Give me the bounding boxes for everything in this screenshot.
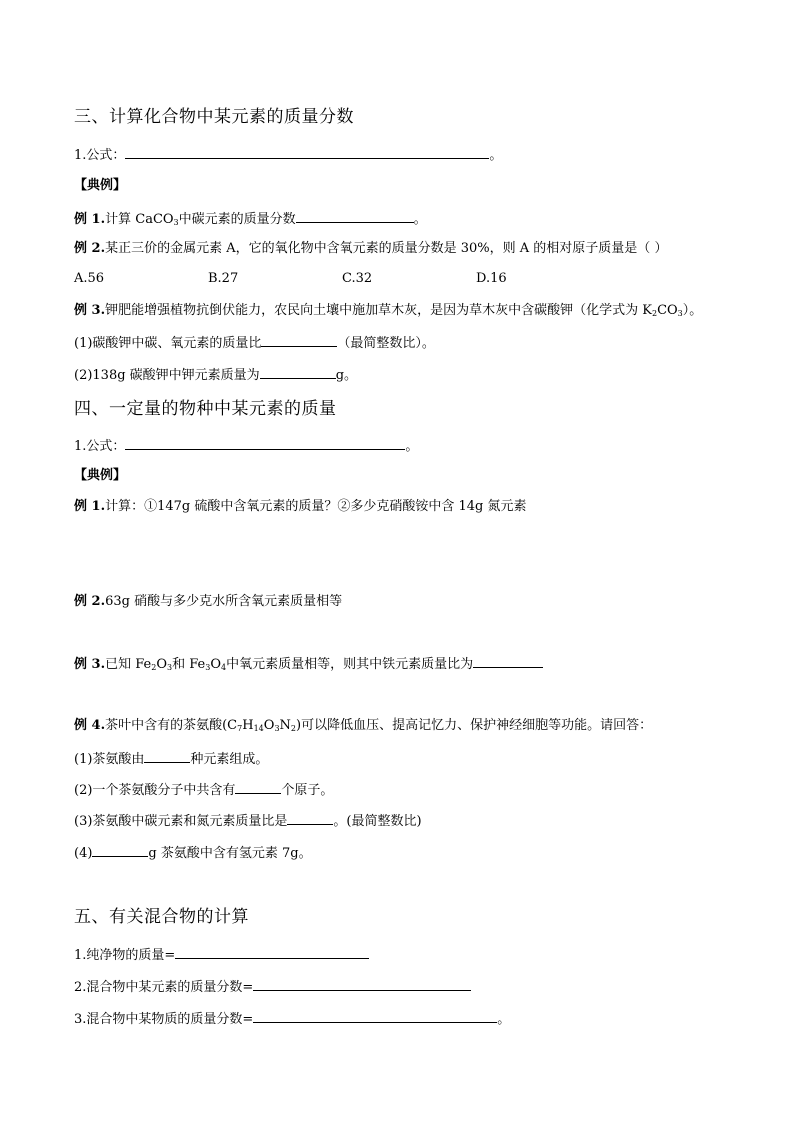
option-d: D.16 — [476, 271, 507, 286]
s4-ex2 — [74, 594, 342, 610]
s3-ex3-sub2: 3 — [677, 309, 683, 318]
s4-ex4-q3-post: 。(最简整数比) — [333, 814, 422, 829]
s5-l3-text: 3.混合物中某物质的质量分数= — [74, 1012, 254, 1027]
s5-l3-blank — [253, 1010, 497, 1023]
s4-ex3 — [74, 655, 543, 673]
s5-line-3 — [74, 1010, 510, 1028]
s4-ex3-post: 中氧元素质量相等，则其中铁元素质量比为 — [226, 657, 474, 672]
s3-ex2 — [74, 241, 667, 257]
s3-ex1 — [74, 210, 427, 228]
s4-ex3-sub3: 3 — [205, 663, 211, 672]
s3-example-header: 【典例】 — [74, 178, 127, 193]
s4-ex3-sub1: 2 — [151, 663, 157, 672]
s3-ex3 — [74, 303, 702, 319]
s4-ex4-q4-post: g 茶氨酸中含有氢元素 7g。 — [148, 846, 312, 861]
s4-ex3-text: 已知 Fe — [105, 657, 152, 672]
s3-ex3-q1-post: （最简整数比）。 — [337, 336, 435, 351]
s3-ex2-text: 某正三价的金属元素 A，它的氧化物中含氧元素的质量分数是 30%，则 A 的相对原子质量是（ ） — [105, 241, 668, 256]
s4-formula-end: 。 — [405, 439, 419, 454]
s3-ex3-label: 例 3. — [74, 303, 106, 318]
s4-ex3-sub2: 3 — [167, 663, 173, 672]
s4-ex4-m3: N — [279, 718, 291, 733]
s4-example-header: 【典例】 — [74, 468, 127, 483]
section-5-title: 五、有关混合物的计算 — [74, 907, 249, 927]
s5-line-2 — [74, 978, 471, 996]
s5-line-1 — [74, 946, 369, 964]
s4-ex3-m3: O — [210, 657, 222, 672]
s4-ex4-sub2: 14 — [253, 724, 264, 733]
s4-ex4-q1-blank — [144, 750, 190, 763]
s3-ex1-blank — [296, 210, 414, 223]
s4-ex4-q1-post: 种元素组成。 — [190, 752, 269, 767]
s5-l1-text: 1.纯净物的质量= — [74, 948, 176, 963]
s3-ex3-sub1: 2 — [651, 309, 658, 318]
s4-formula-label: 1.公式： — [74, 439, 126, 454]
s4-ex4-q2 — [74, 781, 333, 799]
s3-ex3-q1 — [74, 334, 435, 352]
s3-ex3-mid: CO — [657, 303, 678, 318]
s4-ex1-text: 计算：①147g 硫酸中含氧元素的质量？②多少克硝酸铵中含 14g 氮元素 — [105, 499, 527, 514]
s4-formula-blank — [125, 437, 405, 450]
s4-ex4-post: )可以降低血压、提高记忆力、保护神经细胞等功能。请回答： — [296, 718, 653, 733]
s4-ex3-blank — [473, 655, 543, 668]
s3-formula-label: 1.公式： — [74, 148, 126, 163]
s4-ex3-sub4: 4 — [221, 663, 227, 672]
s4-ex4 — [74, 718, 652, 734]
s4-ex3-m1: O — [156, 657, 168, 672]
s3-ex1-sub: 3 — [173, 218, 179, 227]
s4-ex2-text: 63g 硝酸与多少克水所含氧元素质量相等 — [105, 594, 343, 609]
s3-formula-blank — [125, 146, 489, 159]
section-4-title: 四、一定量的物种中某元素的质量 — [74, 399, 337, 419]
option-c: C.32 — [342, 271, 373, 286]
s4-ex2-label: 例 2. — [74, 594, 106, 609]
s4-ex4-sub3: 3 — [274, 724, 280, 733]
s3-ex1-end: 。 — [413, 212, 427, 227]
s3-ex3-q1-blank — [261, 334, 337, 347]
s4-ex3-label: 例 3. — [74, 657, 106, 672]
s4-ex1-label: 例 1. — [74, 499, 106, 514]
option-b: B.27 — [208, 271, 239, 286]
s3-ex1-text: 计算 CaCO — [105, 212, 174, 227]
s4-ex4-m1: H — [242, 718, 254, 733]
s4-ex4-q3-blank — [287, 812, 333, 825]
s3-formula-line — [74, 146, 502, 164]
s4-ex4-q4 — [74, 844, 312, 862]
s3-ex3-post: ）。 — [682, 303, 703, 318]
s4-ex4-q2-blank — [235, 781, 281, 794]
s4-ex4-q4-text: (4) — [74, 846, 93, 861]
s3-ex2-label: 例 2. — [74, 241, 106, 256]
s3-formula-end: 。 — [489, 148, 503, 163]
s3-ex3-q1-text: (1)碳酸钾中碳、氧元素的质量比 — [74, 336, 262, 351]
s4-ex4-q1-text: (1)茶氨酸由 — [74, 752, 145, 767]
s4-formula-line — [74, 437, 418, 455]
s3-ex1-post: 中碳元素的质量分数 — [178, 212, 296, 227]
s4-ex1 — [74, 499, 527, 515]
s4-ex4-sub4: 2 — [290, 724, 296, 733]
s3-ex2-options — [74, 271, 507, 287]
s4-ex4-q2-post: 个原子。 — [281, 783, 334, 798]
s4-ex4-q3-text: (3)茶氨酸中碳元素和氮元素质量比是 — [74, 814, 288, 829]
s4-ex4-q1 — [74, 750, 268, 768]
s5-l1-blank — [175, 946, 369, 959]
s3-ex3-q2-text: (2)138g 碳酸钾中钾元素质量为 — [74, 368, 260, 383]
s4-ex4-text: 茶叶中含有的茶氨酸(C — [105, 718, 238, 733]
s4-ex4-q3 — [74, 812, 422, 830]
s3-ex3-q2-blank — [260, 366, 336, 379]
s3-ex3-text: 钾肥能增强植物抗倒伏能力，农民向土壤中施加草木灰，是因为草木灰中含碳酸钾（化学式为 K — [105, 303, 652, 318]
s5-l3-end: 。 — [497, 1012, 511, 1027]
s4-ex4-label: 例 4. — [74, 718, 106, 733]
section-3-title: 三、计算化合物中某元素的质量分数 — [74, 107, 354, 127]
s3-ex1-label: 例 1. — [74, 212, 106, 227]
s4-ex4-m2: O — [263, 718, 275, 733]
s3-ex3-q2-post: g。 — [335, 368, 358, 383]
option-a: A.56 — [74, 271, 105, 286]
s3-ex3-q2 — [74, 366, 357, 384]
s5-l2-text: 2.混合物中某元素的质量分数= — [74, 980, 254, 995]
s4-ex3-m2: 和 Fe — [172, 657, 206, 672]
s4-ex4-q2-text: (2)一个茶氨酸分子中共含有 — [74, 783, 236, 798]
s4-ex4-sub1: 7 — [237, 724, 243, 733]
s4-ex4-q4-blank — [92, 844, 148, 857]
s5-l2-blank — [253, 978, 471, 991]
